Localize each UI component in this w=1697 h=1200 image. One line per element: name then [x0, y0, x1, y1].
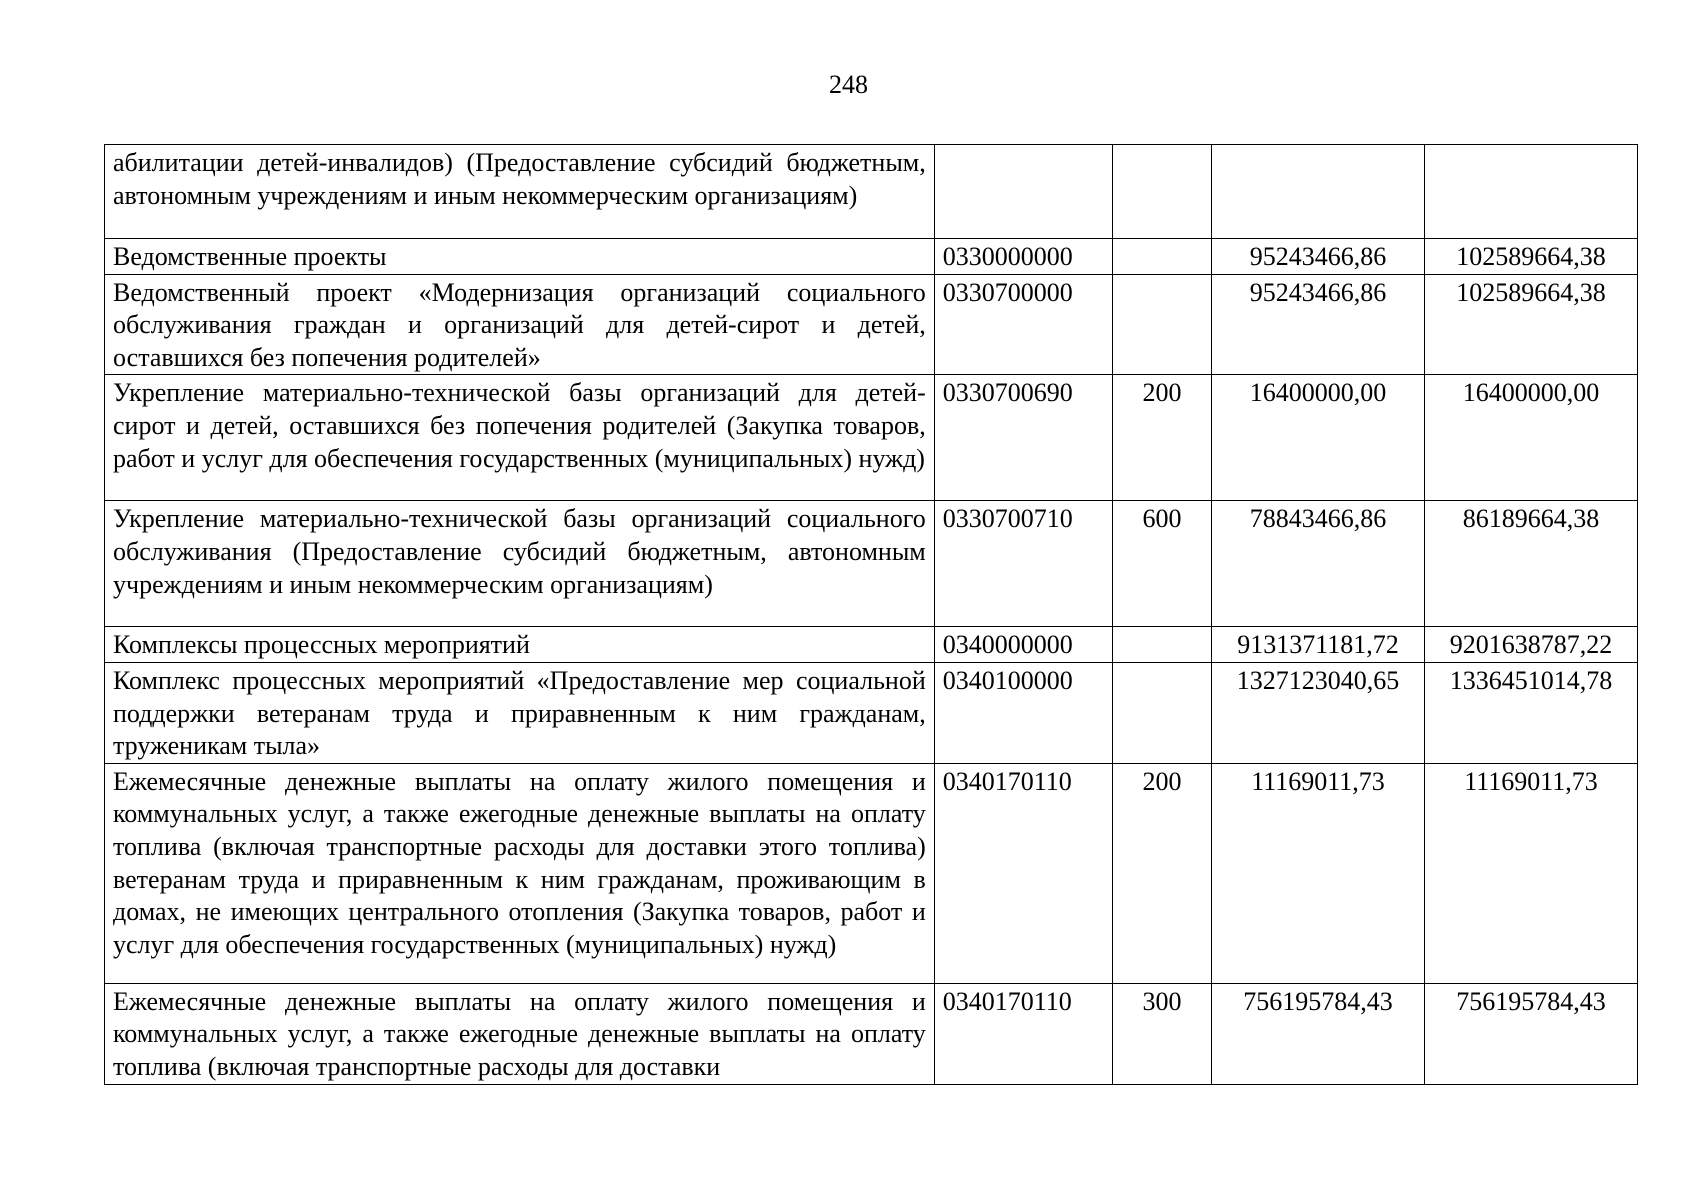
row-name-cell: Укрепление материально-технической базы организаций для детей-сирот и детей, оставшихся без попечения родителей (Закупка товаров, работ и услуг для обеспечения государственных (муниципальных) нужд)	[105, 375, 935, 501]
row-name-cell: Ежемесячные денежные выплаты на оплату жилого помещения и коммунальных услуг, а также ежегодные денежные выплаты на оплату топлива (включая транспортные расходы для доставки	[105, 983, 935, 1084]
row-amount-1-cell: 78843466,86	[1212, 501, 1425, 627]
row-expense-type-cell	[1112, 662, 1211, 763]
row-code-cell	[934, 145, 1112, 239]
row-name-cell: Укрепление материально-технической базы организаций социального обслуживания (Предоставление субсидий бюджетным, автономным учреждениям и иным некоммерческим организациям)	[105, 501, 935, 627]
row-name-cell: Комплекс процессных мероприятий «Предоставление мер социальной поддержки ветеранам труда и приравненным к ним гражданам, труженикам тыла»	[105, 662, 935, 763]
row-expense-type-cell: 200	[1112, 763, 1211, 983]
row-amount-2-cell: 756195784,43	[1424, 983, 1637, 1084]
row-expense-type-cell	[1112, 239, 1211, 275]
row-amount-1-cell: 16400000,00	[1212, 375, 1425, 501]
row-amount-1-cell: 756195784,43	[1212, 983, 1425, 1084]
row-expense-type-cell: 600	[1112, 501, 1211, 627]
row-amount-1-cell: 11169011,73	[1212, 763, 1425, 983]
row-amount-2-cell	[1424, 145, 1637, 239]
row-expense-type-cell: 300	[1112, 983, 1211, 1084]
row-amount-2-cell: 86189664,38	[1424, 501, 1637, 627]
row-expense-type-cell	[1112, 145, 1211, 239]
row-amount-2-cell: 1336451014,78	[1424, 662, 1637, 763]
row-code-cell: 0330700000	[934, 274, 1112, 375]
row-name-cell: Ведомственный проект «Модернизация организаций социального обслуживания граждан и организаций для детей-сирот и детей, оставшихся без попечения родителей»	[105, 274, 935, 375]
table-row	[105, 274, 1638, 375]
row-amount-2-cell: 11169011,73	[1424, 763, 1637, 983]
row-amount-2-cell: 102589664,38	[1424, 239, 1637, 275]
row-name-cell: абилитации детей-инвалидов) (Предоставление субсидий бюджетным, автономным учреждениям и иным некоммерческим организациям)	[105, 145, 935, 239]
table-row	[105, 627, 1638, 663]
row-code-cell: 0340100000	[934, 662, 1112, 763]
table-row	[105, 983, 1638, 1084]
row-code-cell: 0340170110	[934, 763, 1112, 983]
table-row	[105, 239, 1638, 275]
budget-table	[104, 144, 1638, 1085]
row-amount-1-cell: 1327123040,65	[1212, 662, 1425, 763]
row-amount-2-cell: 9201638787,22	[1424, 627, 1637, 663]
row-amount-1-cell: 9131371181,72	[1212, 627, 1425, 663]
table-row	[105, 375, 1638, 501]
row-code-cell: 0330700690	[934, 375, 1112, 501]
page-number: 248	[829, 70, 868, 99]
row-name-cell: Ведомственные проекты	[105, 239, 935, 275]
row-code-cell: 0330700710	[934, 501, 1112, 627]
table-row	[105, 501, 1638, 627]
table-row	[105, 662, 1638, 763]
row-code-cell: 0340000000	[934, 627, 1112, 663]
row-code-cell: 0330000000	[934, 239, 1112, 275]
row-name-cell: Ежемесячные денежные выплаты на оплату жилого помещения и коммунальных услуг, а также ежегодные денежные выплаты на оплату топлива (включая транспортные расходы для доставки этого топлива) ветеранам труда и приравненным к ним гражданам, проживающим в домах, не имеющих центрального отопления (Закупка товаров, работ и услуг для обеспечения государственных (муниципальных) нужд)	[105, 763, 935, 983]
table-row	[105, 763, 1638, 983]
row-expense-type-cell: 200	[1112, 375, 1211, 501]
row-amount-1-cell: 95243466,86	[1212, 239, 1425, 275]
row-name-cell: Комплексы процессных мероприятий	[105, 627, 935, 663]
row-amount-1-cell: 95243466,86	[1212, 274, 1425, 375]
table-row	[105, 145, 1638, 239]
row-amount-2-cell: 102589664,38	[1424, 274, 1637, 375]
row-amount-1-cell	[1212, 145, 1425, 239]
row-code-cell: 0340170110	[934, 983, 1112, 1084]
row-expense-type-cell	[1112, 274, 1211, 375]
row-amount-2-cell: 16400000,00	[1424, 375, 1637, 501]
row-expense-type-cell	[1112, 627, 1211, 663]
